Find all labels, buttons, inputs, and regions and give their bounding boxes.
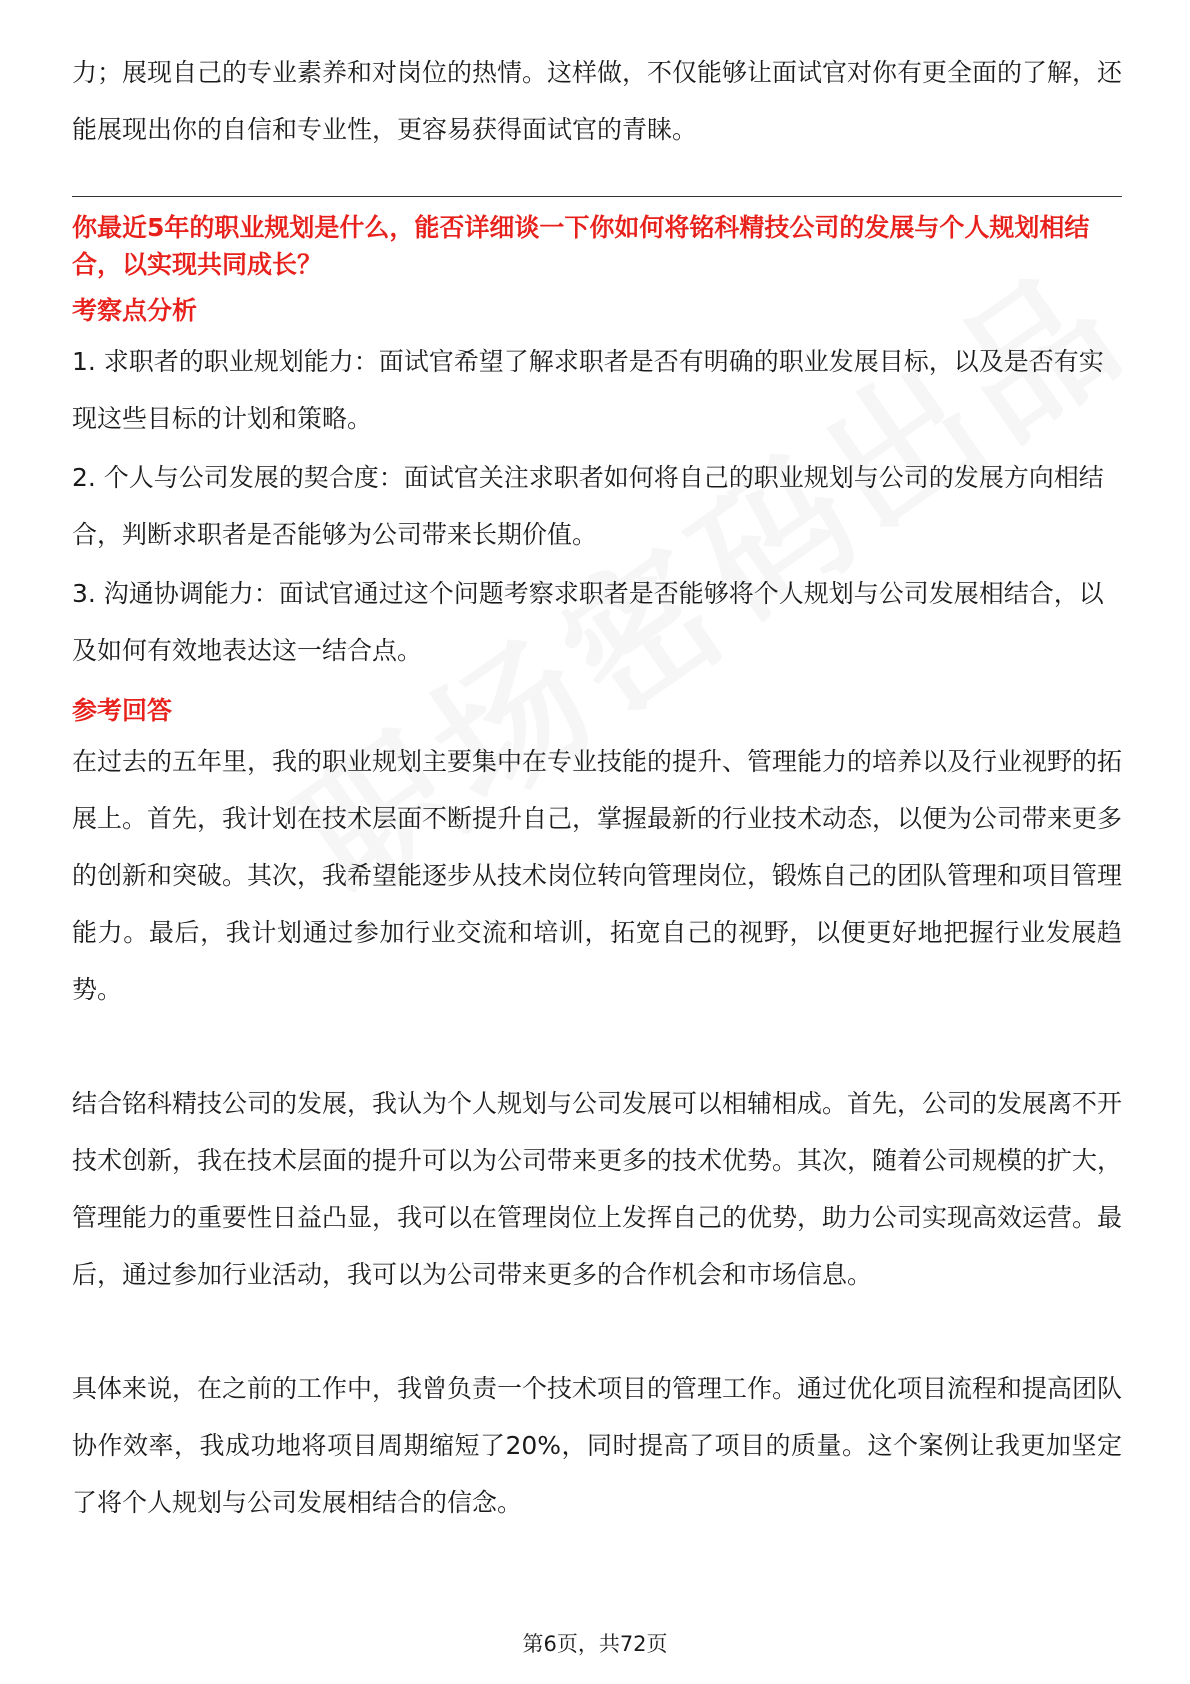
page-number: 第6页，共72页 (522, 1632, 668, 1656)
answer-heading: 参考回答 (72, 696, 173, 725)
answer-paragraph: 在过去的五年里，我的职业规划主要集中在专业技能的提升、管理能力的培养以及行业视野的拓展上。首先，我计划在技术层面不断提升自己，掌握最新的行业技术动态，以便为公司带来更多的创新和突破。其次，我希望能逐步从技术岗位转向管理岗位，锻炼自己的团队管理和项目管理能力。最后，我计划通过参加行业交流和培训，拓宽自己的视野，以便更好地把握行业发展趋势。 (72, 747, 1123, 1004)
document-page (72, 44, 1122, 1531)
intro-paragraph: 力；展现自己的专业素养和对岗位的热情。这样做，不仅能够让面试官对你有更全面的了解，还能展现出你的自信和专业性，更容易获得面试官的青睐。 (72, 58, 1123, 144)
analysis-list (72, 333, 1122, 679)
analysis-heading: 考察点分析 (72, 296, 198, 325)
interview-question: 你最近5年的职业规划是什么，能否详细谈一下你如何将铭科精技公司的发展与个人规划相结合，以实现共同成长？ (72, 213, 1090, 279)
answer-paragraph: 结合铭科精技公司的发展，我认为个人规划与公司发展可以相辅相成。首先，公司的发展离不开技术创新，我在技术层面的提升可以为公司带来更多的技术优势。其次，随着公司规模的扩大，管理能力的重要性日益凸显，我可以在管理岗位上发挥自己的优势，助力公司实现高效运营。最后，通过参加行业活动，我可以为公司带来更多的合作机会和市场信息。 (72, 1089, 1123, 1289)
answer-paragraph: 具体来说，在之前的工作中，我曾负责一个技术项目的管理工作。通过优化项目流程和提高团队协作效率，我成功地将项目周期缩短了20%，同时提高了项目的质量。这个案例让我更加坚定了将个人规划与公司发展相结合的信念。 (72, 1374, 1123, 1517)
analysis-item: 1. 求职者的职业规划能力：面试官希望了解求职者是否有明确的职业发展目标，以及是否有实现这些目标的计划和策略。 (72, 347, 1104, 433)
section-divider (72, 196, 1122, 197)
analysis-item: 3. 沟通协调能力：面试官通过这个问题考察求职者是否能够将个人规划与公司发展相结合，以及如何有效地表达这一结合点。 (72, 579, 1104, 665)
analysis-item: 2. 个人与公司发展的契合度：面试官关注求职者如何将自己的职业规划与公司的发展方向相结合，判断求职者是否能够为公司带来长期价值。 (72, 463, 1104, 549)
